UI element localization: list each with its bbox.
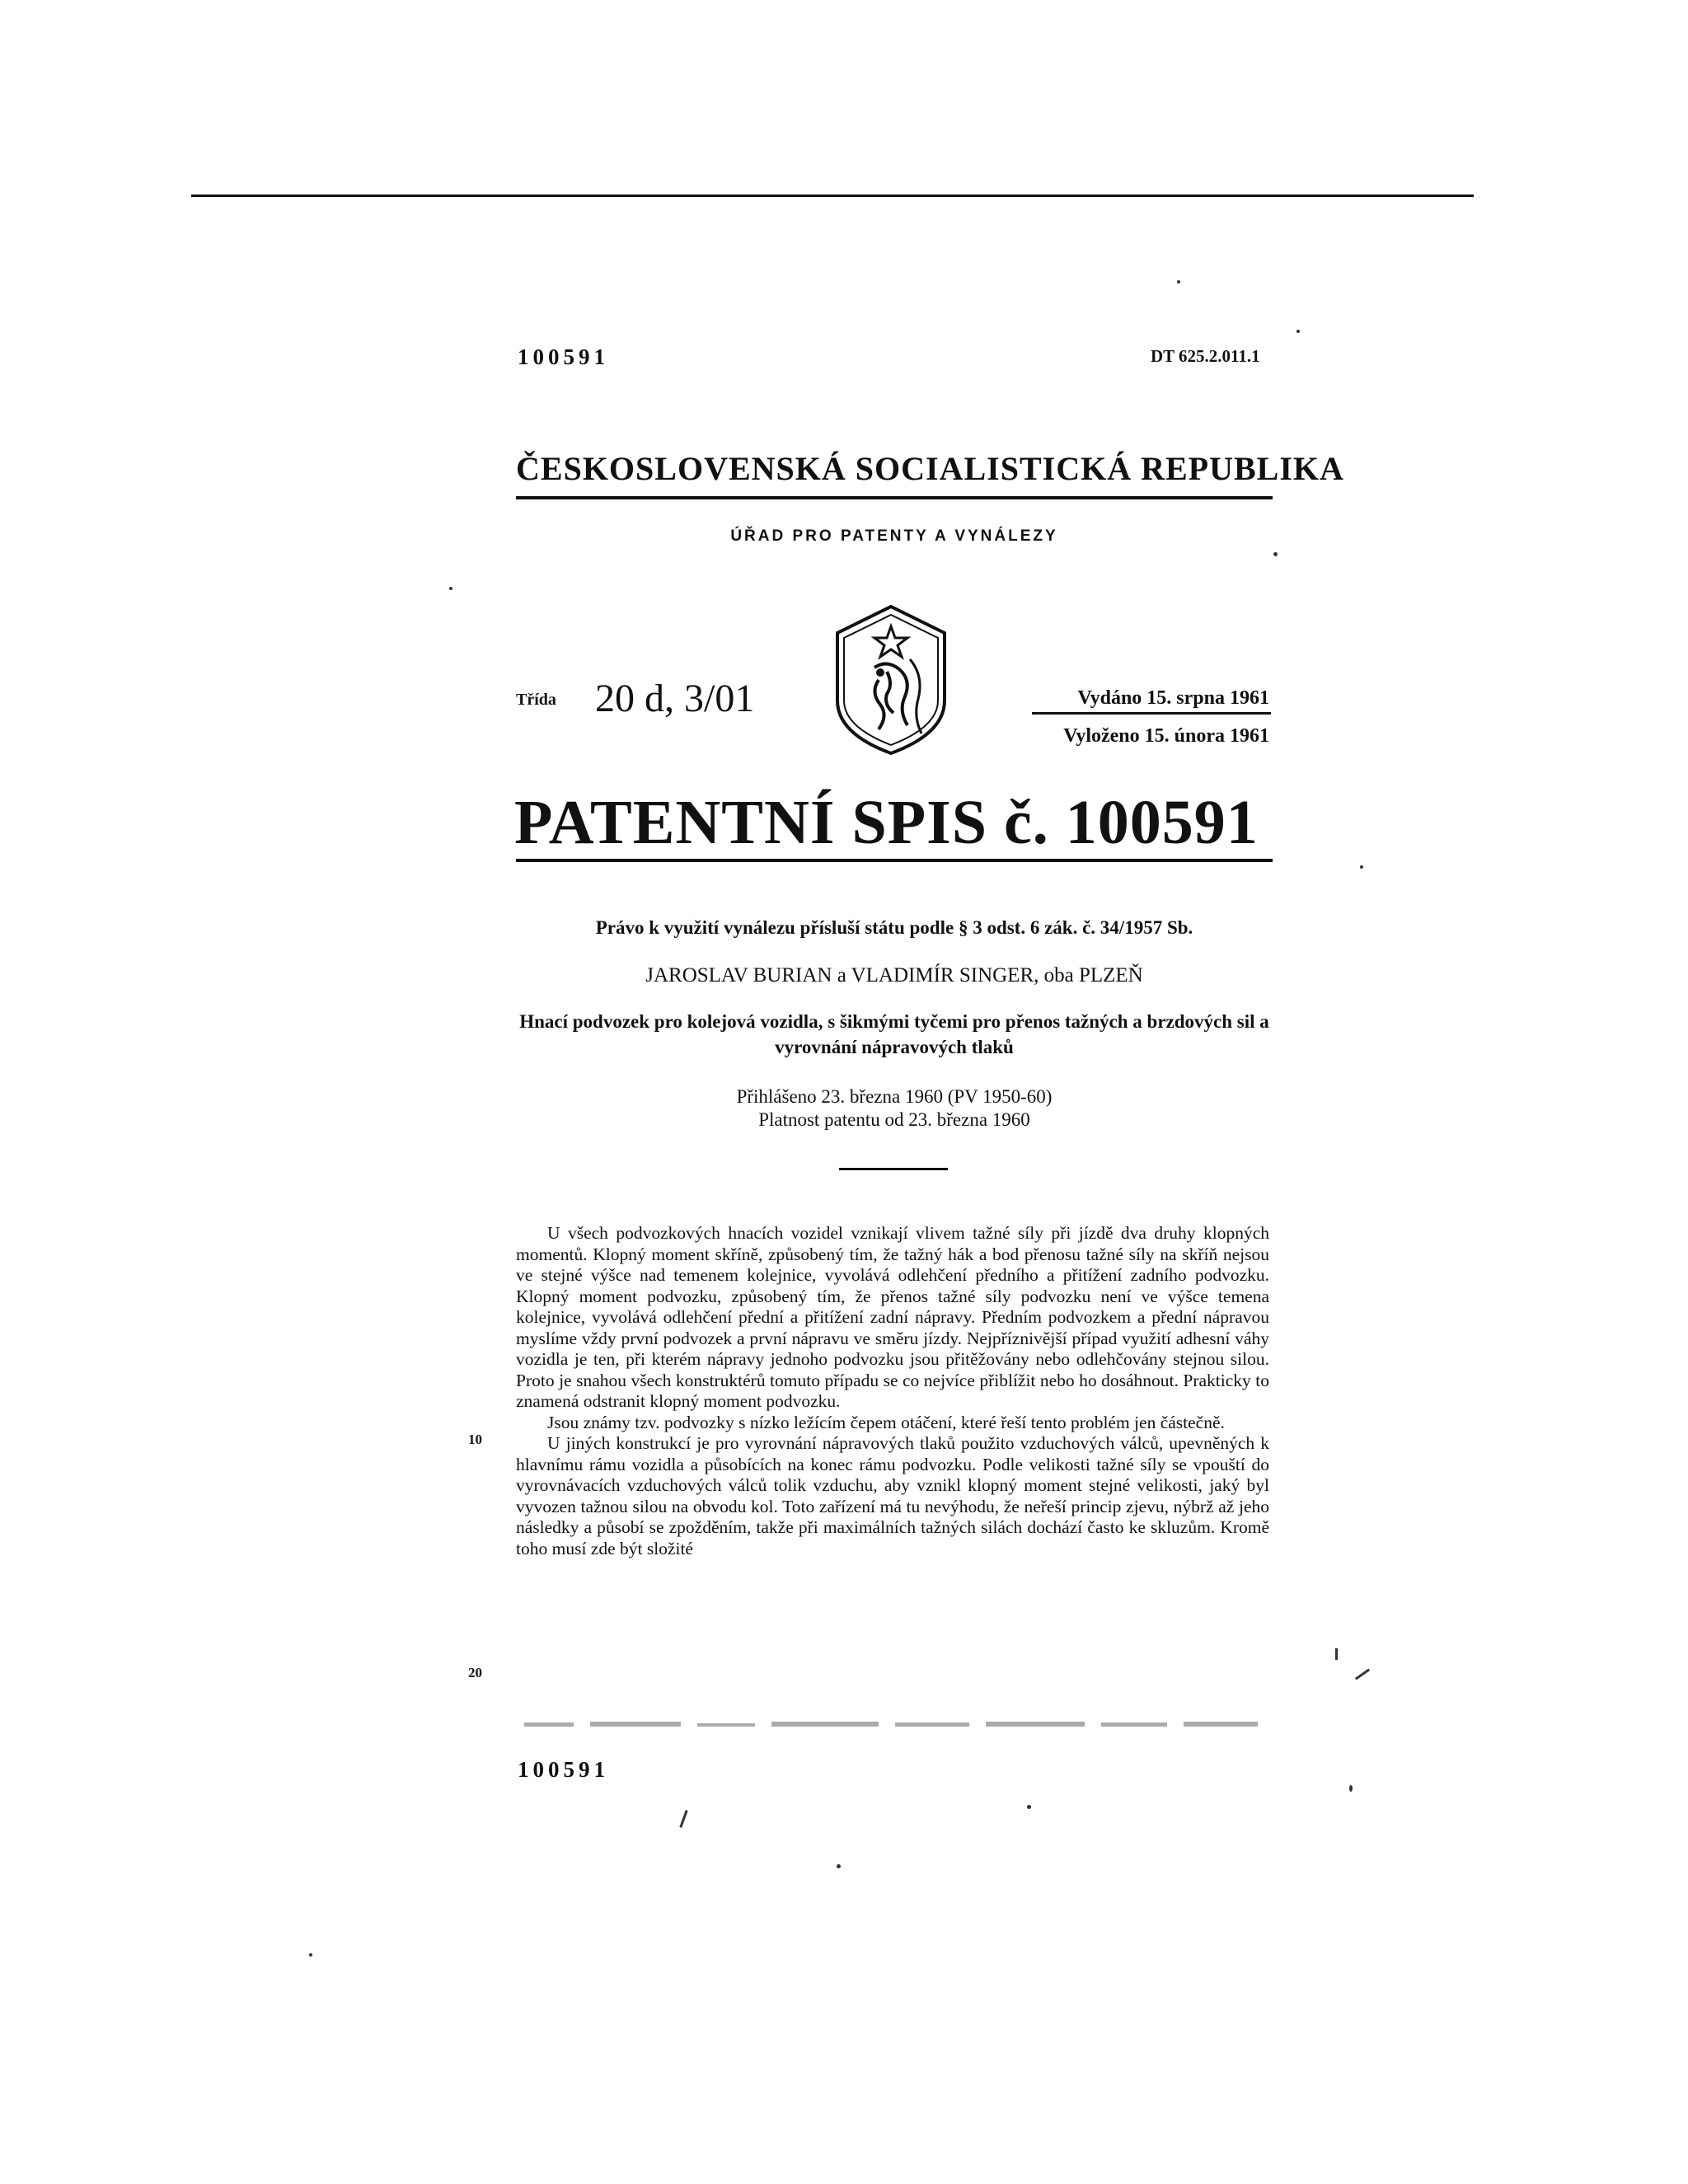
section-divider	[839, 1168, 948, 1170]
document-number-top: 100591	[518, 344, 609, 369]
inventors: JAROSLAV BURIAN a VLADIMÍR SINGER, oba PLZEŇ	[645, 964, 1143, 987]
republic-heading: ČESKOSLOVENSKÁ SOCIALISTICKÁ REPUBLIKA	[516, 450, 1344, 487]
invention-title: Hnací podvozek pro kolejová vozidla, s šikmými tyčemi pro přenos tažných a brzdových sil a vyrovnání nápravových tlaků	[519, 1011, 1269, 1057]
dt-classification-code: DT 625.2.011.1	[1151, 346, 1260, 366]
faded-text-line	[516, 1719, 1269, 1731]
patent-body	[516, 1223, 1269, 1559]
patent-validity: Platnost patentu od 23. března 1960	[758, 1109, 1030, 1130]
state-emblem-icon	[829, 602, 953, 758]
scan-speck	[837, 1864, 841, 1868]
class-value: 20 d, 3/01	[595, 677, 755, 720]
class-label: Třída	[516, 691, 556, 709]
line-number: 10	[468, 1432, 482, 1447]
scan-speck	[1273, 552, 1278, 556]
scan-speck	[1027, 1805, 1031, 1809]
title-rule	[516, 859, 1273, 862]
rights-statement: Právo k využití vynálezu přísluší státu podle § 3 odst. 6 zák. č. 34/1957 Sb.	[595, 917, 1193, 938]
issued-date: Vydáno 15. srpna 1961	[1077, 687, 1269, 709]
document-number-bottom: 100591	[518, 1757, 609, 1782]
body-paragraph: U všech podvozkových hnacích vozidel vznikají vlivem tažné síly při jízdě dva druhy klopných momentů. Klopný moment skříně, způsobený tím, že tažný hák a bod přenosu tažné síly na skříň nejsou ve stejné výšce nad temenem kolejnice, vyvolává odlehčení předního a přitížení zadního podvozku. Klopný moment podvozku, způsobený tím, že přenos tažné síly podvozku není ve výšce temena kolejnice, vyvolává odlehčení přední a přitížení zadní nápravy. Předním podvozkem a přední nápravou myslíme vždy první podvozek a první nápravu ve směru jízdy. Nejpříznivější případ využití adhesní váhy vozidla je ten, při kterém nápravy jednoho podvozku jsou přitěžovány nebo odlehčovány stejnou silou. Proto je snahou všech konstruktérů tomuto případu se co nejvíce přiblížit nebo ho dosáhnout. Prakticky to znamená odstranit klopný moment podvozku.	[516, 1223, 1269, 1411]
filed-date: Přihlášeno 23. března 1960 (PV 1950-60)	[736, 1086, 1053, 1107]
scan-speck	[1177, 280, 1180, 284]
republic-rule	[516, 496, 1273, 499]
scan-speck	[1349, 1785, 1353, 1792]
scan-speck	[1360, 865, 1363, 869]
scan-speck	[679, 1810, 687, 1828]
patent-title: PATENTNÍ SPIS č. 100591	[514, 788, 1259, 857]
line-number: 20	[468, 1665, 482, 1680]
scan-speck	[1335, 1648, 1338, 1660]
body-paragraph: U jiných konstrukcí je pro vyrovnání nápravových tlaků použito vzduchových válců, upevněných k hlavnímu rámu vozidla a působících na konec rámu podvozku. Podle velikosti tažné síly se vpouští do vyrovnávacích vzduchových válců tolik vzduchu, aby vznikl klopný moment stejné velikosti, jaký byl vyvozen tažnou silou na obvodu kol. Toto zařízení má tu nevýhodu, že neřeší princip zjevu, nýbrž až jeho následky a působí se zpožděním, takže při maximálních tažných silách dochází často ke skluzům. Kromě toho musí zde být složité	[516, 1433, 1269, 1558]
patent-office-name: ÚŘAD PRO PATENTY A VYNÁLEZY	[730, 527, 1058, 545]
scan-speck	[309, 1953, 312, 1957]
scan-speck	[1296, 330, 1300, 333]
filing-info	[516, 1085, 1273, 1132]
scan-speck	[1355, 1669, 1370, 1680]
laid-open-date: Vyloženo 15. února 1961	[1063, 725, 1269, 747]
issued-date-rule	[1032, 712, 1271, 715]
body-paragraph: Jsou známy tzv. podvozky s nízko ležícím čepem otáčení, které řeší tento problém jen částečně.	[547, 1412, 1225, 1432]
scan-speck	[449, 587, 452, 590]
page-top-rule	[191, 194, 1474, 197]
